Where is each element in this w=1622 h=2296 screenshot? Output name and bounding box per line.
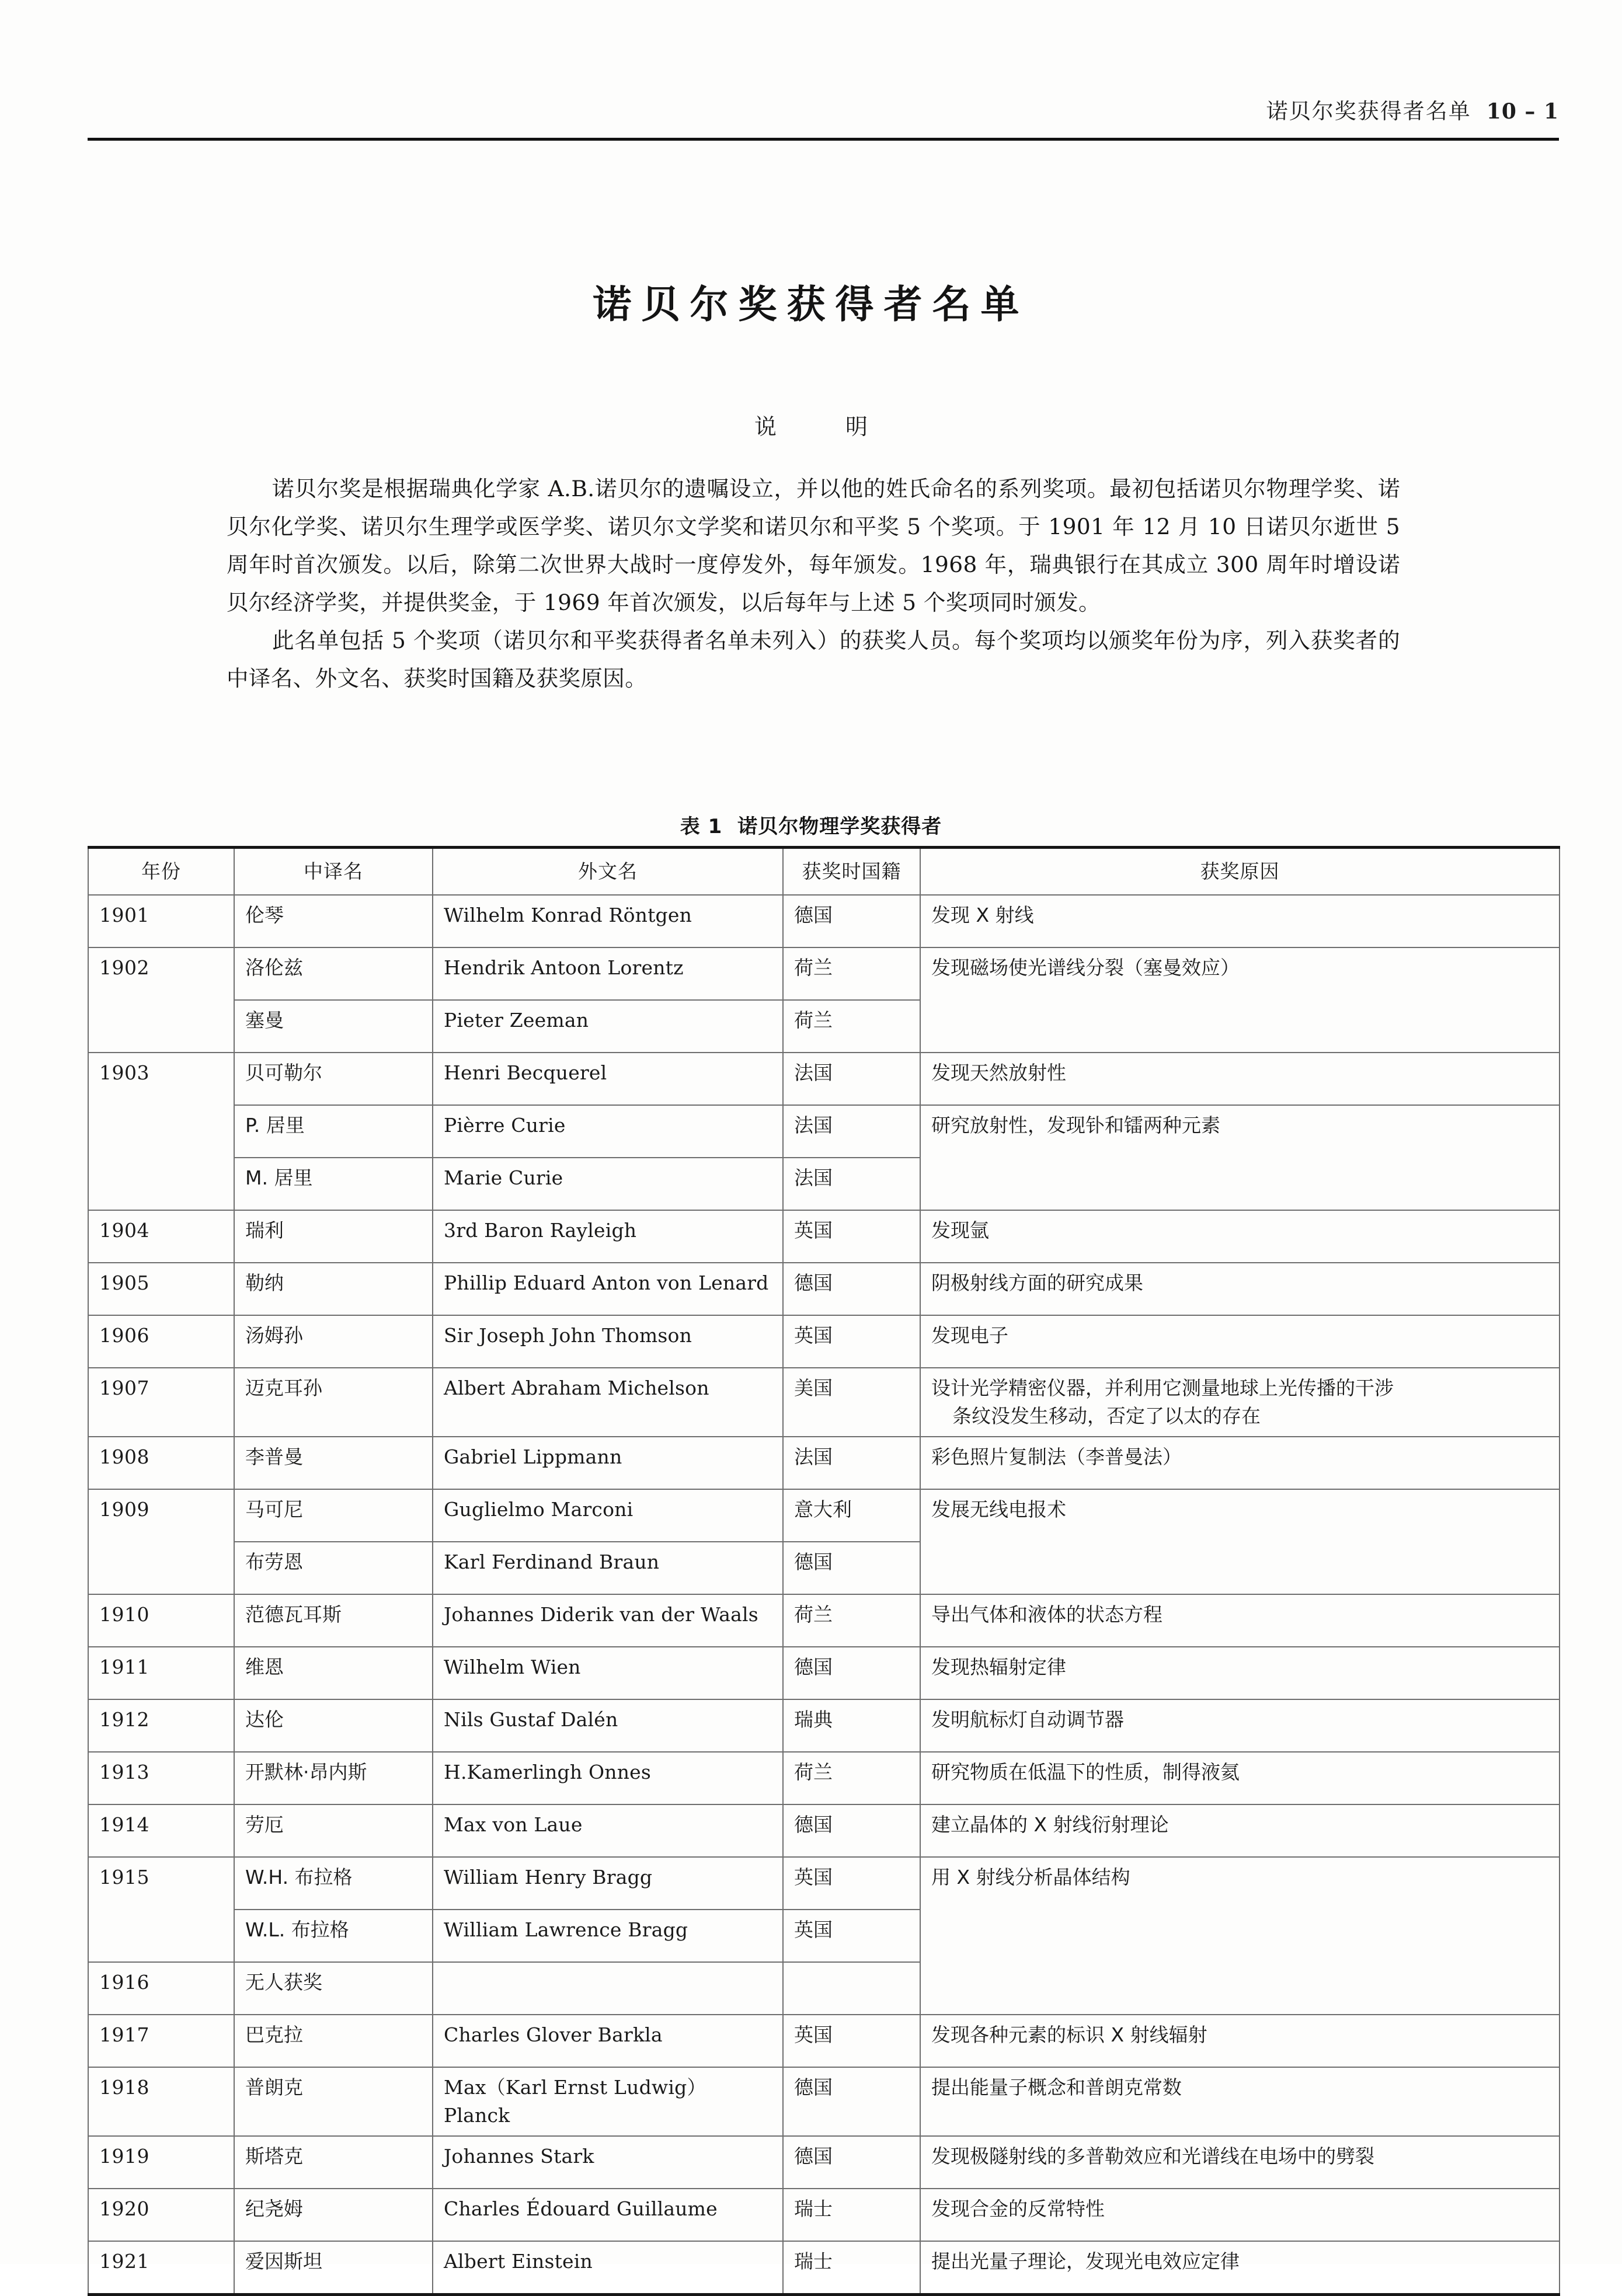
running-head-title: 诺贝尔奖获得者名单 <box>1266 99 1471 124</box>
cell-nationality: 德国 <box>783 2136 920 2189</box>
cell-nationality: 德国 <box>783 1542 920 1594</box>
table-row <box>88 947 1560 1000</box>
cell-foreign-name: Henri Becquerel <box>433 1053 783 1105</box>
table-row <box>88 1315 1560 1368</box>
table-row <box>88 1594 1560 1647</box>
cell-reason: 研究物质在低温下的性质，制得液氦 <box>920 1752 1560 1804</box>
physics-prize-table-wrapper <box>88 846 1559 2296</box>
cell-foreign-name <box>433 1962 783 2015</box>
table-row <box>88 1699 1560 1752</box>
table-row <box>88 2067 1560 2136</box>
cell-year: 1921 <box>88 2241 234 2295</box>
cell-nationality: 英国 <box>783 1315 920 1368</box>
cell-chinese-name: 伦琴 <box>234 895 433 947</box>
cell-reason: 发现氩 <box>920 1210 1560 1263</box>
cell-foreign-name: Albert Einstein <box>433 2241 783 2295</box>
cell-nationality: 德国 <box>783 1647 920 1699</box>
cell-reason: 发明航标灯自动调节器 <box>920 1699 1560 1752</box>
cell-reason: 发现天然放射性 <box>920 1053 1560 1105</box>
cell-nationality: 德国 <box>783 2067 920 2136</box>
cell-foreign-name: Charles Glover Barkla <box>433 2015 783 2067</box>
cell-reason: 阴极射线方面的研究成果 <box>920 1263 1560 1315</box>
cell-foreign-name: Wilhelm Konrad Röntgen <box>433 895 783 947</box>
cell-year: 1902 <box>88 947 234 1053</box>
cell-chinese-name: 李普曼 <box>234 1437 433 1489</box>
table-row <box>88 1489 1560 1542</box>
table-row <box>88 895 1560 947</box>
page-number: 10 – 1 <box>1486 99 1559 124</box>
cell-foreign-name: Guglielmo Marconi <box>433 1489 783 1542</box>
cell-nationality: 英国 <box>783 1857 920 1910</box>
cell-nationality: 英国 <box>783 1210 920 1263</box>
cell-reason: 发现极隧射线的多普勒效应和光谱线在电场中的劈裂 <box>920 2136 1560 2189</box>
cell-foreign-name: Max（Karl Ernst Ludwig）Planck <box>433 2067 783 2136</box>
table-row <box>88 1368 1560 1437</box>
cell-nationality: 荷兰 <box>783 1000 920 1053</box>
table-row <box>88 1210 1560 1263</box>
cell-chinese-name: 开默林·昂内斯 <box>234 1752 433 1804</box>
cell-reason-line2: 条纹没发生移动，否定了以太的存在 <box>952 1405 1261 1427</box>
cell-chinese-name: 塞曼 <box>234 1000 433 1053</box>
cell-reason: 发现合金的反常特性 <box>920 2189 1560 2241</box>
cell-year: 1907 <box>88 1368 234 1437</box>
cell-chinese-name: 维恩 <box>234 1647 433 1699</box>
cell-foreign-name: William Lawrence Bragg <box>433 1910 783 1962</box>
cell-year: 1910 <box>88 1594 234 1647</box>
cell-reason: 发展无线电报术 <box>920 1489 1560 1594</box>
cell-chinese-name: W.L. 布拉格 <box>234 1910 433 1962</box>
cell-reason: 提出能量子概念和普朗克常数 <box>920 2067 1560 2136</box>
cell-year: 1908 <box>88 1437 234 1489</box>
column-header-year: 年份 <box>88 848 234 896</box>
cell-nationality: 瑞士 <box>783 2189 920 2241</box>
table-caption-number: 表 1 <box>680 815 723 838</box>
cell-year: 1905 <box>88 1263 234 1315</box>
cell-chinese-name: 勒纳 <box>234 1263 433 1315</box>
running-head-rule <box>88 138 1559 141</box>
table-row <box>88 2241 1560 2295</box>
cell-chinese-name: 马可尼 <box>234 1489 433 1542</box>
cell-nationality: 德国 <box>783 895 920 947</box>
column-header-foreign: 外文名 <box>433 848 783 896</box>
cell-year: 1918 <box>88 2067 234 2136</box>
table-header-row <box>88 848 1560 896</box>
cell-nationality: 德国 <box>783 1804 920 1857</box>
cell-chinese-name: 布劳恩 <box>234 1542 433 1594</box>
cell-year: 1903 <box>88 1053 234 1210</box>
cell-chinese-name: 贝可勒尔 <box>234 1053 433 1105</box>
cell-year: 1901 <box>88 895 234 947</box>
cell-nationality: 美国 <box>783 1368 920 1437</box>
cell-foreign-name: Wilhelm Wien <box>433 1647 783 1699</box>
cell-chinese-name: P. 居里 <box>234 1105 433 1158</box>
cell-chinese-name: M. 居里 <box>234 1158 433 1210</box>
cell-chinese-name: 普朗克 <box>234 2067 433 2136</box>
cell-nationality: 荷兰 <box>783 947 920 1000</box>
table-row <box>88 2136 1560 2189</box>
cell-reason: 发现热辐射定律 <box>920 1647 1560 1699</box>
cell-foreign-name: Albert Abraham Michelson <box>433 1368 783 1437</box>
note-paragraph-1: 诺贝尔奖是根据瑞典化学家 A.B.诺贝尔的遗嘱设立，并以他的姓氏命名的系列奖项。最初包括诺贝尔物理学奖、诺贝尔化学奖、诺贝尔生理学或医学奖、诺贝尔文学奖和诺贝尔和平奖 5 个奖项。于 1901 年 12 月 10 日诺贝尔逝世 5 周年时首次颁发。以后，除第二次世界大战时一度停发外，每年颁发。1968 年，瑞典银行在其成立 300 周年时增设诺贝尔经济学奖，并提供奖金，于 1969 年首次颁发，以后每年与上述 5 个奖项同时颁发。 <box>227 476 1400 615</box>
physics-prize-table <box>88 846 1560 2296</box>
cell-year: 1916 <box>88 1962 234 2015</box>
cell-chinese-name: 洛伦兹 <box>234 947 433 1000</box>
cell-chinese-name: 爱因斯坦 <box>234 2241 433 2295</box>
cell-chinese-name: 瑞利 <box>234 1210 433 1263</box>
cell-chinese-name: 达伦 <box>234 1699 433 1752</box>
table-caption-title: 诺贝尔物理学奖获得者 <box>737 815 942 838</box>
cell-chinese-name: W.H. 布拉格 <box>234 1857 433 1910</box>
table-row <box>88 1804 1560 1857</box>
cell-year: 1919 <box>88 2136 234 2189</box>
cell-chinese-name: 巴克拉 <box>234 2015 433 2067</box>
cell-reason: 设计光学精密仪器，并利用它测量地球上光传播的干涉 条纹没发生移动，否定了以太的存在 <box>920 1368 1560 1437</box>
cell-nationality: 法国 <box>783 1053 920 1105</box>
cell-nationality: 德国 <box>783 1263 920 1315</box>
cell-foreign-name: Pièrre Curie <box>433 1105 783 1158</box>
cell-foreign-name: William Henry Bragg <box>433 1857 783 1910</box>
cell-nationality: 瑞典 <box>783 1699 920 1752</box>
cell-foreign-name: Phillip Eduard Anton von Lenard <box>433 1263 783 1315</box>
cell-foreign-name: Karl Ferdinand Braun <box>433 1542 783 1594</box>
cell-foreign-name: Marie Curie <box>433 1158 783 1210</box>
table-caption <box>0 810 1622 839</box>
cell-chinese-name: 迈克耳孙 <box>234 1368 433 1437</box>
page-title: 诺贝尔奖获得者名单 <box>593 282 1029 327</box>
cell-foreign-name: H.Kamerlingh Onnes <box>433 1752 783 1804</box>
cell-foreign-name: Nils Gustaf Dalén <box>433 1699 783 1752</box>
cell-nationality <box>783 1962 920 2015</box>
cell-foreign-name: Johannes Stark <box>433 2136 783 2189</box>
cell-reason: 用 X 射线分析晶体结构 <box>920 1857 1560 2015</box>
cell-reason: 发现电子 <box>920 1315 1560 1368</box>
table-row <box>88 1752 1560 1804</box>
cell-year: 1906 <box>88 1315 234 1368</box>
cell-reason: 彩色照片复制法（李普曼法） <box>920 1437 1560 1489</box>
cell-chinese-name: 斯塔克 <box>234 2136 433 2189</box>
cell-chinese-name: 纪尧姆 <box>234 2189 433 2241</box>
cell-nationality: 英国 <box>783 1910 920 1962</box>
cell-foreign-name: Sir Joseph John Thomson <box>433 1315 783 1368</box>
cell-nationality: 法国 <box>783 1158 920 1210</box>
cell-reason: 发现 X 射线 <box>920 895 1560 947</box>
cell-reason: 建立晶体的 X 射线衍射理论 <box>920 1804 1560 1857</box>
cell-nationality: 法国 <box>783 1105 920 1158</box>
column-header-reason: 获奖原因 <box>920 848 1560 896</box>
cell-nationality: 瑞士 <box>783 2241 920 2295</box>
cell-year: 1911 <box>88 1647 234 1699</box>
cell-foreign-name: Charles Édouard Guillaume <box>433 2189 783 2241</box>
cell-reason: 导出气体和液体的状态方程 <box>920 1594 1560 1647</box>
cell-foreign-name: Max von Laue <box>433 1804 783 1857</box>
table-row <box>88 1263 1560 1315</box>
table-body <box>88 895 1560 2295</box>
cell-nationality: 荷兰 <box>783 1752 920 1804</box>
cell-reason: 发现各种元素的标识 X 射线辐射 <box>920 2015 1560 2067</box>
cell-year: 1912 <box>88 1699 234 1752</box>
cell-reason: 发现磁场使光谱线分裂（塞曼效应） <box>920 947 1560 1053</box>
cell-chinese-name: 无人获奖 <box>234 1962 433 2015</box>
cell-nationality: 荷兰 <box>783 1594 920 1647</box>
cell-foreign-name: 3rd Baron Rayleigh <box>433 1210 783 1263</box>
cell-nationality: 意大利 <box>783 1489 920 1542</box>
cell-year: 1920 <box>88 2189 234 2241</box>
column-header-nationality: 获奖时国籍 <box>783 848 920 896</box>
note-body <box>227 470 1400 698</box>
table-row <box>88 1053 1560 1105</box>
cell-year: 1917 <box>88 2015 234 2067</box>
cell-foreign-name: Gabriel Lippmann <box>433 1437 783 1489</box>
cell-chinese-name: 汤姆孙 <box>234 1315 433 1368</box>
table-row <box>88 1437 1560 1489</box>
cell-foreign-name: Hendrik Antoon Lorentz <box>433 947 783 1000</box>
cell-year: 1914 <box>88 1804 234 1857</box>
cell-year: 1904 <box>88 1210 234 1263</box>
table-row <box>88 2015 1560 2067</box>
cell-foreign-name: Pieter Zeeman <box>433 1000 783 1053</box>
cell-nationality: 英国 <box>783 2015 920 2067</box>
table-row <box>88 2189 1560 2241</box>
cell-year: 1913 <box>88 1752 234 1804</box>
note-paragraph-2: 此名单包括 5 个奖项（诺贝尔和平奖获得者名单未列入）的获奖人员。每个奖项均以颁奖年份为序，列入获奖者的中译名、外文名、获奖时国籍及获奖原因。 <box>227 628 1400 691</box>
table-row <box>88 1857 1560 1910</box>
table-row <box>88 1647 1560 1699</box>
note-heading: 说 明 <box>754 414 891 440</box>
cell-chinese-name: 劳厄 <box>234 1804 433 1857</box>
cell-foreign-name: Johannes Diderik van der Waals <box>433 1594 783 1647</box>
cell-reason: 研究放射性，发现钋和镭两种元素 <box>920 1105 1560 1210</box>
cell-year: 1915 <box>88 1857 234 1962</box>
running-head <box>88 93 1559 125</box>
table-row <box>88 1105 1560 1158</box>
cell-chinese-name: 范德瓦耳斯 <box>234 1594 433 1647</box>
column-header-chinese: 中译名 <box>234 848 433 896</box>
cell-year: 1909 <box>88 1489 234 1594</box>
cell-reason: 提出光量子理论，发现光电效应定律 <box>920 2241 1560 2295</box>
cell-nationality: 法国 <box>783 1437 920 1489</box>
